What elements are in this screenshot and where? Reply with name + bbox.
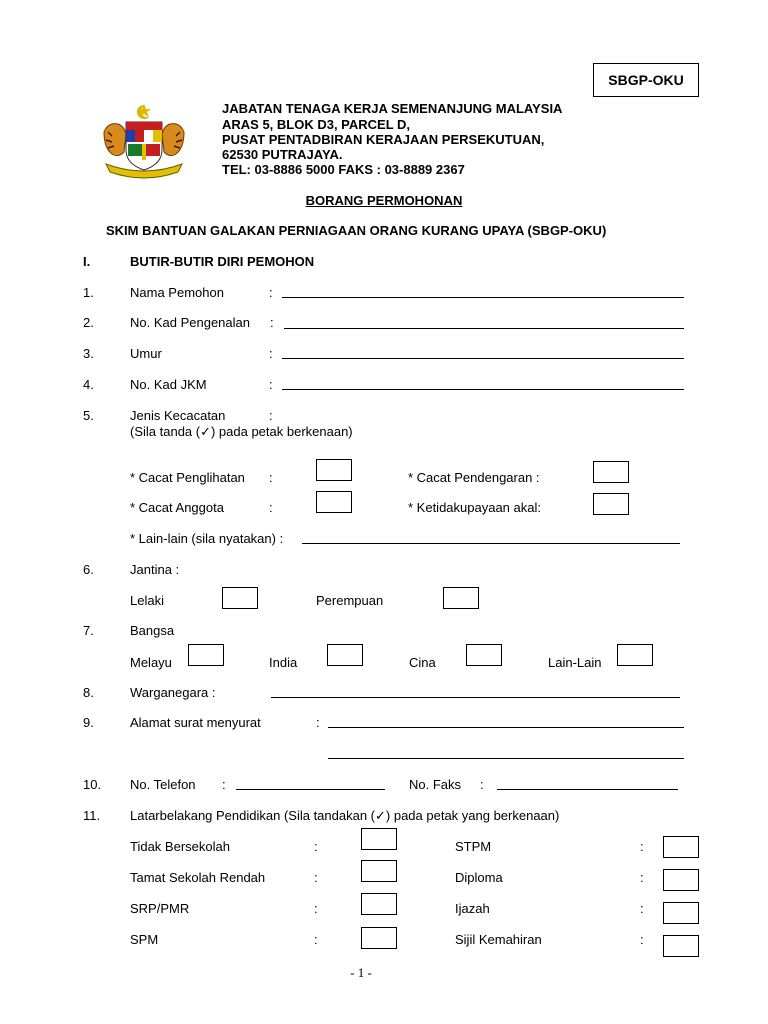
physical-disability-checkbox[interactable] [316, 491, 352, 513]
edu-primary-checkbox[interactable] [361, 860, 397, 882]
item-number: 5. [83, 408, 94, 423]
phone-label: No. Telefon [130, 777, 196, 792]
age-field[interactable] [282, 358, 684, 359]
mental-disability-checkbox[interactable] [593, 493, 629, 515]
colon: : [640, 932, 644, 947]
form-title: BORANG PERMOHONAN [305, 193, 463, 208]
female-label: Perempuan [316, 593, 384, 608]
mental-disability-label: * Ketidakupayaan akal: [408, 500, 541, 515]
physical-disability-label: * Cacat Anggota [130, 500, 224, 515]
race-label: Bangsa [130, 623, 175, 638]
edu-degree-label: Ijazah [455, 901, 490, 916]
edu-spm-label: SPM [130, 932, 159, 947]
mailing-address-label: Alamat surat menyurat [130, 715, 261, 730]
visual-impairment-checkbox[interactable] [316, 459, 352, 481]
edu-diploma-checkbox[interactable] [663, 869, 699, 891]
colon: : [480, 777, 484, 792]
indian-checkbox[interactable] [327, 644, 363, 666]
item-number: 11. [83, 808, 101, 823]
gender-label: Jantina : [130, 562, 180, 577]
contact-line: TEL: 03-8886 5000 FAKS : 03-8889 2367 [222, 162, 465, 177]
colon: : [222, 777, 226, 792]
colon: : [314, 870, 318, 885]
address-field-line-1[interactable] [328, 727, 684, 728]
address-line-2: PUSAT PENTADBIRAN KERAJAAN PERSEKUTUAN, [222, 132, 545, 147]
item-number: 1. [83, 285, 94, 300]
visual-impairment-label: * Cacat Penglihatan [130, 470, 245, 485]
colon: : [269, 500, 273, 515]
colon: : [269, 470, 273, 485]
edu-spm-checkbox[interactable] [361, 927, 397, 949]
other-race-checkbox[interactable] [617, 644, 653, 666]
item-number: 3. [83, 346, 94, 361]
item-number: 2. [83, 315, 94, 330]
colon: : [314, 901, 318, 916]
colon: : [270, 315, 274, 330]
education-label: Latarbelakang Pendidikan (Sila tandakan (✓) pada petak yang berkenaan) [130, 808, 560, 823]
jkm-card-field[interactable] [282, 389, 684, 390]
item-number: 7. [83, 623, 94, 638]
edu-srp-label: SRP/PMR [130, 901, 190, 916]
edu-diploma-label: Diploma [455, 870, 503, 885]
hearing-impairment-label: * Cacat Pendengaran : [408, 470, 540, 485]
age-label: Umur [130, 346, 162, 361]
fax-field[interactable] [497, 789, 678, 790]
item-number: 10. [83, 777, 102, 792]
colon: : [316, 715, 320, 730]
chinese-checkbox[interactable] [466, 644, 502, 666]
phone-field[interactable] [236, 789, 385, 790]
item-number: 9. [83, 715, 94, 730]
agency-name: JABATAN TENAGA KERJA SEMENANJUNG MALAYSIA [222, 101, 563, 116]
malay-label: Melayu [130, 655, 172, 670]
disability-instruction: (Sila tanda (✓) pada petak berkenaan) [130, 424, 353, 439]
colon: : [640, 870, 644, 885]
coat-of-arms-logo [96, 102, 192, 182]
form-code-badge: SBGP-OKU [593, 63, 699, 97]
jkm-card-label: No. Kad JKM [130, 377, 207, 392]
edu-skill-cert-label: Sijil Kemahiran [455, 932, 542, 947]
name-field[interactable] [282, 297, 684, 298]
colon: : [640, 839, 644, 854]
citizenship-field[interactable] [271, 697, 680, 698]
edu-stpm-label: STPM [455, 839, 492, 854]
item-number: 4. [83, 377, 94, 392]
edu-degree-checkbox[interactable] [663, 902, 699, 924]
male-label: Lelaki [130, 593, 164, 608]
section-number: I. [83, 254, 91, 269]
ic-number-field[interactable] [284, 328, 684, 329]
ic-label: No. Kad Pengenalan [130, 315, 250, 330]
edu-srp-checkbox[interactable] [361, 893, 397, 915]
other-disability-field[interactable] [302, 543, 680, 544]
edu-stpm-checkbox[interactable] [663, 836, 699, 858]
form-subtitle: SKIM BANTUAN GALAKAN PERNIAGAAN ORANG KURANG UPAYA (SBGP-OKU) [106, 223, 607, 238]
indian-label: India [269, 655, 298, 670]
item-number: 6. [83, 562, 94, 577]
name-label: Nama Pemohon [130, 285, 224, 300]
address-line-1: ARAS 5, BLOK D3, PARCEL D, [222, 117, 411, 132]
page-number: - 1 - [350, 965, 372, 980]
male-checkbox[interactable] [222, 587, 258, 609]
edu-none-label: Tidak Bersekolah [130, 839, 230, 854]
edu-none-checkbox[interactable] [361, 828, 397, 850]
fax-label: No. Faks [409, 777, 462, 792]
colon: : [640, 901, 644, 916]
colon: : [269, 377, 273, 392]
female-checkbox[interactable] [443, 587, 479, 609]
hearing-impairment-checkbox[interactable] [593, 461, 629, 483]
disability-type-label: Jenis Kecacatan [130, 408, 226, 423]
address-field-line-2[interactable] [328, 758, 684, 759]
edu-skill-cert-checkbox[interactable] [663, 935, 699, 957]
other-race-label: Lain-Lain [548, 655, 602, 670]
colon: : [269, 346, 273, 361]
malay-checkbox[interactable] [188, 644, 224, 666]
colon: : [314, 839, 318, 854]
citizenship-label: Warganegara : [130, 685, 216, 700]
other-disability-label: * Lain-lain (sila nyatakan) : [130, 531, 284, 546]
colon: : [269, 408, 273, 423]
chinese-label: Cina [409, 655, 436, 670]
section-title: BUTIR-BUTIR DIRI PEMOHON [130, 254, 315, 269]
colon: : [269, 285, 273, 300]
colon: : [314, 932, 318, 947]
address-line-3: 62530 PUTRAJAYA. [222, 147, 343, 162]
item-number: 8. [83, 685, 94, 700]
edu-primary-label: Tamat Sekolah Rendah [130, 870, 266, 885]
